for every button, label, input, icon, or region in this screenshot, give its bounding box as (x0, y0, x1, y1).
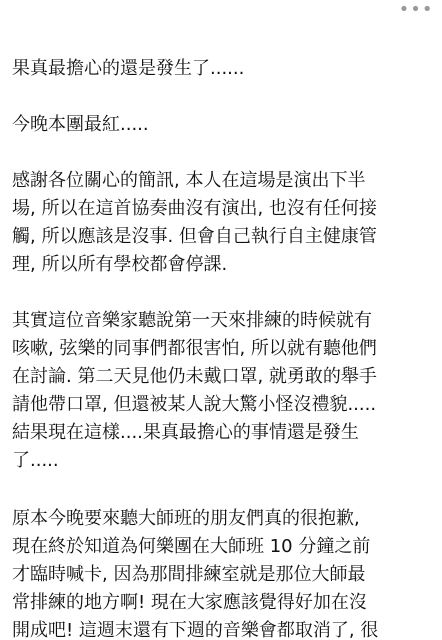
more-horizontal-icon: ••• (398, 0, 434, 20)
post-line: 原本今晚要來聽大師班的朋友們真的很抱歉, (12, 508, 360, 529)
post-line: 今晚本團最紅..... (12, 114, 149, 135)
post-line: 結果現在這樣....果真最擔心的事情還是發生 (12, 422, 359, 443)
post-line: 開成吧! 這週末還有下週的音樂會都取消了, 很 (12, 620, 379, 640)
post-paragraph (12, 505, 432, 640)
more-options-button[interactable] (398, 0, 434, 20)
post-line: 了..... (12, 450, 59, 471)
post-line: 現在終於知道為何樂團在大師班 10 分鐘之前 (12, 536, 371, 557)
post-line: 觸, 所以應該是沒事. 但會自己執行自主健康管 (12, 226, 377, 247)
post-line: 感謝各位關心的簡訊, 本人在這場是演出下半 (12, 170, 366, 191)
post-line: 才臨時喊卡, 因為那間排練室就是那位大師最 (12, 564, 366, 585)
post-line: 請他帶口罩, 但還被某人說大驚小怪沒禮貌..... (12, 394, 377, 415)
post-line: 在討論. 第二天見他仍未戴口罩, 就勇敢的舉手 (12, 366, 377, 387)
post-line: 理, 所以所有學校都會停課. (12, 254, 228, 275)
post-line: 場, 所以在這首協奏曲沒有演出, 也沒有任何接 (12, 198, 377, 219)
post-paragraph (12, 55, 432, 83)
post-line: 其實這位音樂家聽說第一天來排練的時候就有 (12, 310, 372, 331)
post-line: 果真最擔心的還是發生了...... (12, 58, 245, 79)
post-paragraph (12, 167, 432, 279)
post-line: 常排練的地方啊! 現在大家應該覺得好加在沒 (12, 592, 367, 613)
post-paragraph (12, 111, 432, 139)
post-body (12, 55, 432, 640)
post-paragraph (12, 307, 432, 475)
post-line: 咳嗽, 弦樂的同事們都很害怕, 所以就有聽他們 (12, 338, 377, 359)
